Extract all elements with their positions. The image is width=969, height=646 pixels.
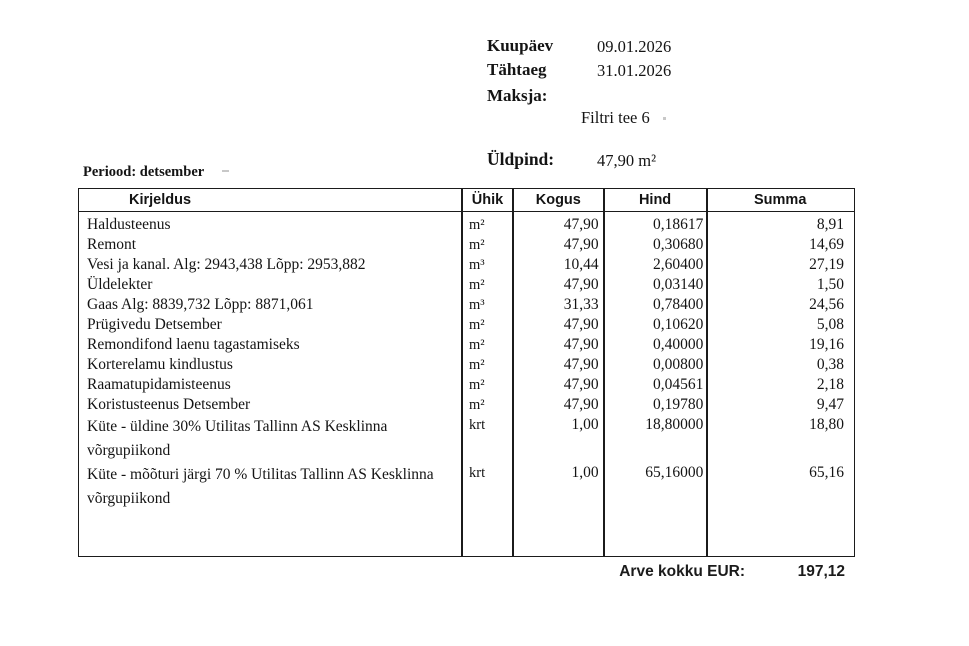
cell-price: 0,10620 [653, 316, 704, 333]
cell-description: Remont [87, 236, 137, 253]
cell-price: 0,78400 [653, 296, 704, 313]
column-header-description: Kirjeldus [129, 192, 192, 208]
invoice-total-value: 197,12 [797, 563, 845, 580]
column-divider [706, 189, 708, 556]
invoice-total-label: Arve kokku EUR: [619, 563, 745, 580]
total-area-value: 47,90 m² [597, 151, 657, 170]
table-row [79, 235, 854, 255]
cell-sum: 19,16 [809, 336, 844, 353]
column-header-price: Hind [638, 192, 672, 208]
cell-quantity: 47,90 [563, 376, 599, 393]
column-header-quantity: Kogus [535, 192, 581, 208]
cell-quantity: 1,00 [571, 416, 599, 433]
table-row [79, 255, 854, 275]
period-label: Periood: detsember [83, 164, 205, 180]
table-row [79, 335, 854, 355]
cell-sum: 18,80 [809, 416, 844, 433]
cell-unit: m³ [469, 257, 485, 273]
table-row [79, 215, 854, 235]
due-date-label: Tähtaeg [487, 60, 547, 79]
cell-unit: m² [469, 397, 485, 413]
cell-price: 0,04561 [653, 376, 704, 393]
cell-sum: 1,50 [816, 276, 844, 293]
cell-quantity: 47,90 [563, 396, 599, 413]
due-date-value: 31.01.2026 [597, 61, 672, 80]
cell-quantity: 1,00 [571, 464, 599, 481]
column-divider [512, 189, 514, 556]
cell-quantity: 47,90 [563, 216, 599, 233]
cell-quantity: 47,90 [563, 316, 599, 333]
cell-sum: 24,56 [809, 296, 844, 313]
cell-unit: m² [469, 337, 485, 353]
cell-quantity: 47,90 [563, 356, 599, 373]
cell-sum: 65,16 [809, 464, 844, 481]
date-value: 09.01.2026 [597, 37, 672, 56]
column-header-unit: Ühik [471, 192, 504, 208]
cell-unit: m² [469, 237, 485, 253]
column-divider [603, 189, 605, 556]
cell-description: Küte - mõõturi järgi 70 % Utilitas Tallinn AS Kesklinna võrgupiikond [87, 466, 434, 507]
cell-price: 0,40000 [653, 336, 704, 353]
scan-artifact-dash [222, 170, 229, 172]
table-row [79, 375, 854, 395]
table-row [79, 395, 854, 415]
cell-sum: 27,19 [809, 256, 844, 273]
date-label: Kuupäev [487, 36, 554, 55]
cell-description: Prügivedu Detsember [87, 316, 222, 333]
cell-unit: krt [469, 465, 486, 481]
table-row [79, 275, 854, 295]
cell-quantity: 47,90 [563, 336, 599, 353]
table-row [79, 463, 854, 511]
cell-unit: m² [469, 317, 485, 333]
cell-description: Korterelamu kindlustus [87, 356, 233, 373]
cell-unit: m² [469, 217, 485, 233]
cell-description: Gaas Alg: 8839,732 Lõpp: 8871,061 [87, 296, 314, 313]
cell-unit: m² [469, 277, 485, 293]
cell-price: 0,30680 [653, 236, 704, 253]
cell-price: 0,03140 [653, 276, 704, 293]
table-row [79, 315, 854, 335]
cell-sum: 5,08 [816, 316, 844, 333]
cell-description: Koristusteenus Detsember [87, 396, 251, 413]
cell-price: 0,18617 [653, 216, 704, 233]
column-divider [461, 189, 463, 556]
cell-sum: 2,18 [816, 376, 844, 393]
cell-price: 0,00800 [653, 356, 704, 373]
cell-sum: 9,47 [816, 396, 844, 413]
cell-unit: m² [469, 377, 485, 393]
cell-description: Raamatupidamisteenus [87, 376, 231, 393]
column-header-sum: Summa [754, 192, 807, 208]
cell-price: 65,16000 [645, 464, 704, 481]
cell-description: Vesi ja kanal. Alg: 2943,438 Lõpp: 2953,882 [87, 256, 366, 273]
table-row [79, 355, 854, 375]
cell-quantity: 31,33 [563, 296, 599, 313]
invoice-table-body [79, 212, 854, 511]
cell-description: Remondifond laenu tagastamiseks [87, 336, 300, 353]
cell-price: 18,80000 [645, 416, 704, 433]
cell-description: Üldelekter [87, 276, 153, 293]
payer-label: Maksja: [487, 86, 548, 105]
cell-description: Haldusteenus [87, 216, 171, 233]
cell-price: 0,19780 [653, 396, 704, 413]
cell-unit: krt [469, 417, 486, 433]
cell-price: 2,60400 [653, 256, 704, 273]
total-area-label: Üldpind: [487, 149, 555, 169]
cell-quantity: 47,90 [563, 236, 599, 253]
cell-unit: m² [469, 357, 485, 373]
scan-artifact-dot [663, 117, 666, 120]
cell-quantity: 47,90 [563, 276, 599, 293]
cell-sum: 0,38 [816, 356, 844, 373]
address-value: Filtri tee 6 [581, 108, 650, 127]
invoice-table [78, 188, 855, 557]
invoice-total-row [78, 563, 855, 581]
cell-quantity: 10,44 [563, 256, 599, 273]
table-row [79, 415, 854, 463]
table-row [79, 295, 854, 315]
cell-sum: 8,91 [816, 216, 844, 233]
cell-description: Küte - üldine 30% Utilitas Tallinn AS Kesklinna võrgupiikond [87, 418, 388, 459]
cell-unit: m³ [469, 297, 485, 313]
cell-sum: 14,69 [809, 236, 844, 253]
table-header-row [79, 189, 854, 212]
